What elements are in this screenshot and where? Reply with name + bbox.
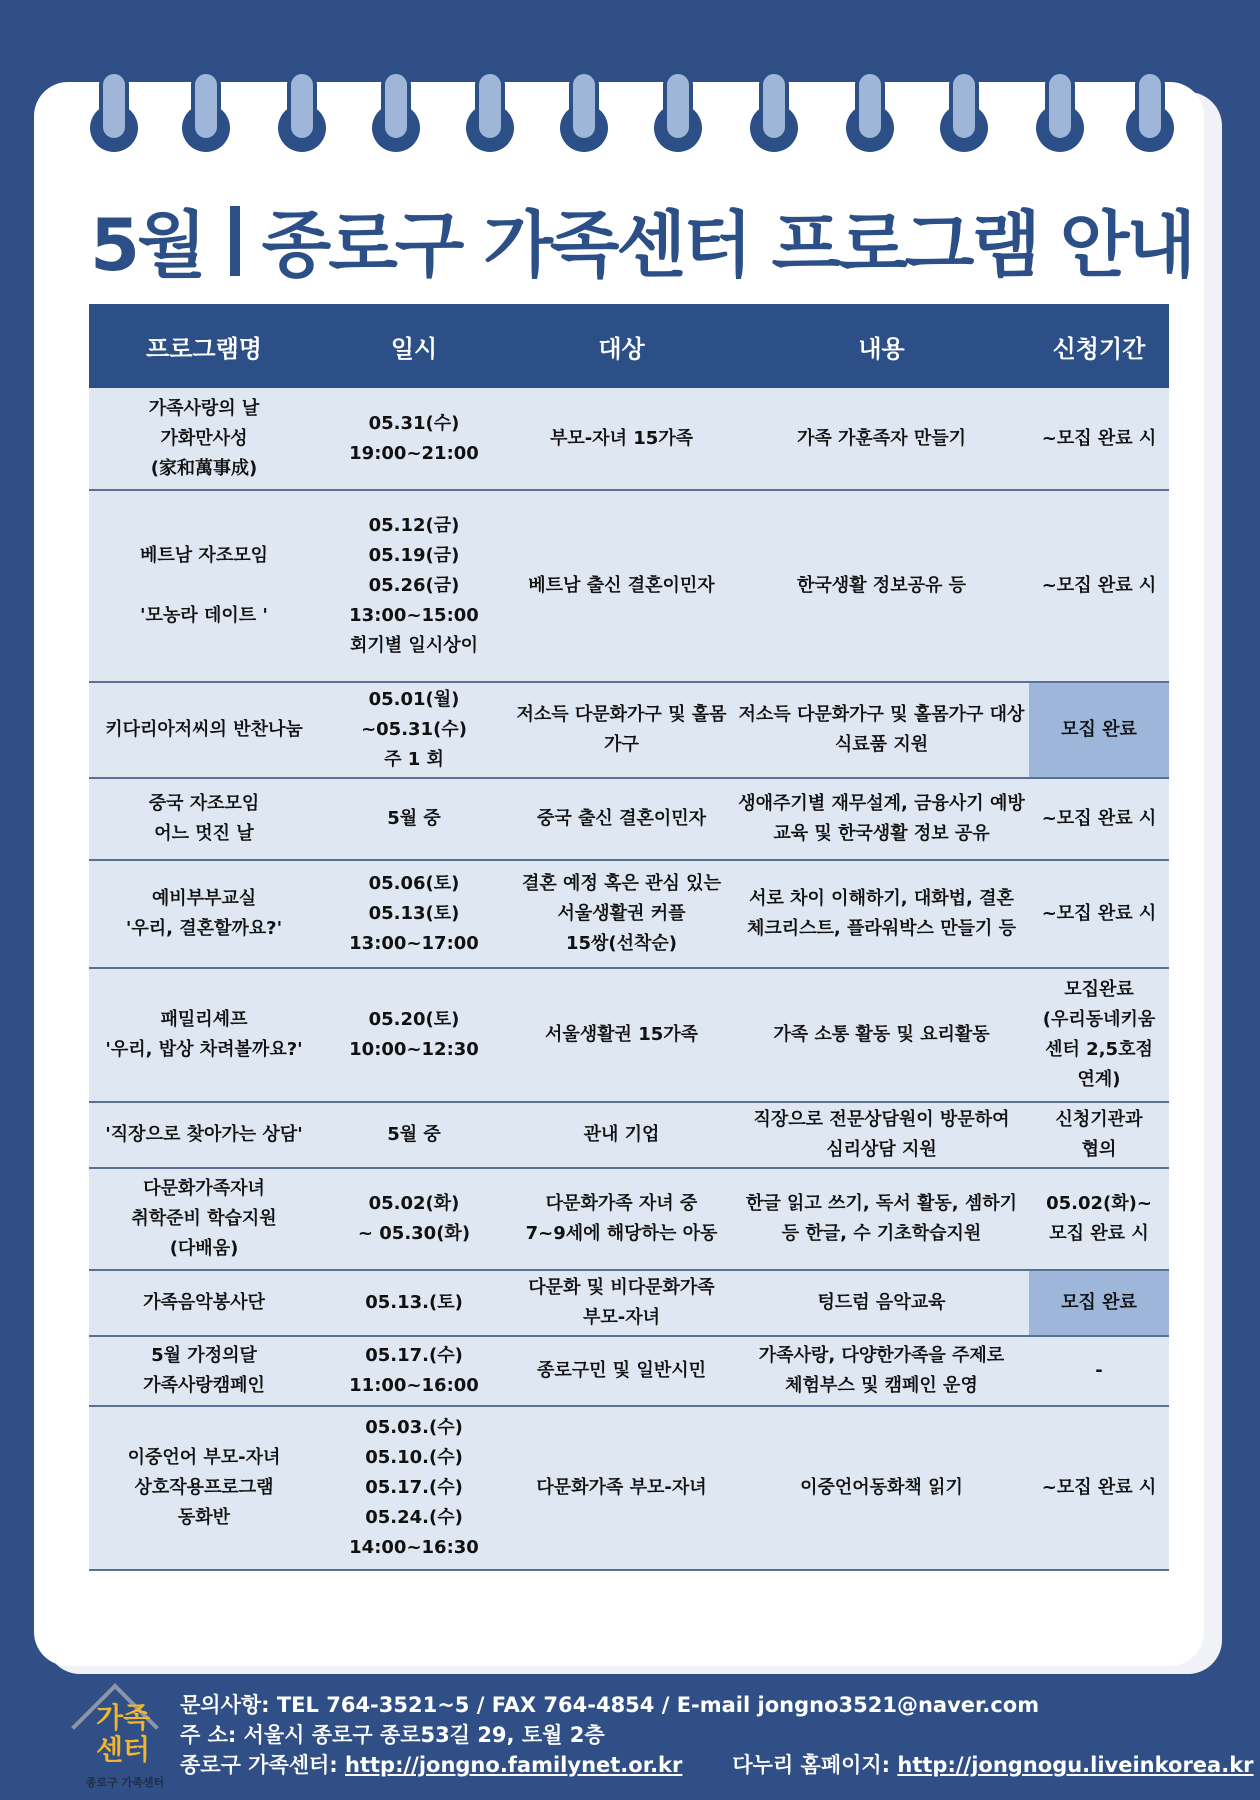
cell-date: 05.17.(수) 11:00~16:00 [319, 1336, 509, 1406]
homepage-label: 종로구 가족센터: [180, 1753, 346, 1777]
header-program-name: 프로그램명 [89, 304, 319, 388]
table-row [89, 1406, 1169, 1570]
table-row [89, 682, 1169, 778]
address-line: 주 소: 서울시 종로구 종로53길 29, 토월 2층 [180, 1723, 605, 1747]
cell-date: 05.12(금) 05.19(금) 05.26(금) 13:00~15:00 회기별 일시상이 [319, 490, 509, 682]
header-period: 신청기간 [1029, 304, 1169, 388]
logo-mark [88, 1702, 158, 1766]
table-row [89, 778, 1169, 860]
cell-period: ~모집 완료 시 [1029, 388, 1169, 490]
cell-date: 05.06(토) 05.13(토) 13:00~17:00 [319, 860, 509, 968]
title-divider [230, 206, 240, 276]
cell-target: 다문화가족 자녀 중 7~9세에 해당하는 아동 [509, 1168, 734, 1270]
cell-period: ~모집 완료 시 [1029, 860, 1169, 968]
cell-period: ~모집 완료 시 [1029, 490, 1169, 682]
spiral-ring [372, 70, 420, 152]
cell-period: 모집 완료 [1029, 1270, 1169, 1336]
cell-program-name: 가족음악봉사단 [89, 1270, 319, 1336]
table-row [89, 388, 1169, 490]
cell-program-name: 가족사랑의 날 가화만사성 (家和萬事成) [89, 388, 319, 490]
cell-date: 05.03.(수) 05.10.(수) 05.17.(수) 05.24.(수) 14:00~16:30 [319, 1406, 509, 1570]
spiral-ring [90, 70, 138, 152]
logo-text: 가족센터 [95, 1701, 151, 1766]
cell-target: 결혼 예정 혹은 관심 있는 서울생활권 커플 15쌍(선착순) [509, 860, 734, 968]
cell-target: 중국 출신 결혼이민자 [509, 778, 734, 860]
cell-date: 05.20(토) 10:00~12:30 [319, 968, 509, 1102]
ring-loop [1045, 70, 1075, 142]
danuri-link[interactable]: http://jongnogu.liveinkorea.kr [897, 1753, 1254, 1777]
contact-line: 문의사항: TEL 764-3521~5 / FAX 764-4854 / E-mail jongno3521@naver.com [180, 1693, 1040, 1717]
table-row [89, 1102, 1169, 1168]
spiral-ring [1126, 70, 1174, 152]
cell-date: 5월 중 [319, 778, 509, 860]
cell-program-name: 이중언어 부모-자녀 상호작용프로그램 동화반 [89, 1406, 319, 1570]
cell-target: 저소득 다문화가구 및 홀몸 가구 [509, 682, 734, 778]
spiral-ring [750, 70, 798, 152]
cell-content: 직장으로 전문상담원이 방문하여 심리상담 지원 [734, 1102, 1029, 1168]
spiral-ring [1036, 70, 1084, 152]
header-target: 대상 [509, 304, 734, 388]
ring-loop [569, 70, 599, 142]
ring-loop [287, 70, 317, 142]
cell-content: 이중언어동화책 읽기 [734, 1406, 1029, 1570]
cell-period: - [1029, 1336, 1169, 1406]
cell-date: 05.31(수) 19:00~21:00 [319, 388, 509, 490]
ring-loop [855, 70, 885, 142]
cell-target: 다문화가족 부모-자녀 [509, 1406, 734, 1570]
table-row [89, 1270, 1169, 1336]
spiral-ring [846, 70, 894, 152]
ring-loop [381, 70, 411, 142]
family-center-logo [76, 1682, 172, 1794]
table-row [89, 1336, 1169, 1406]
table-row [89, 860, 1169, 968]
table-row [89, 1168, 1169, 1270]
danuri-label: 다누리 홈페이지: [732, 1753, 898, 1777]
cell-program-name: '직장으로 찾아가는 상담' [89, 1102, 319, 1168]
program-table [89, 304, 1169, 1571]
homepage-line [180, 1750, 1254, 1780]
page-title [90, 190, 1194, 300]
ring-loop [1135, 70, 1165, 142]
cell-period: 모집 완료 [1029, 682, 1169, 778]
ring-loop [949, 70, 979, 142]
table-row [89, 490, 1169, 682]
ring-loop [191, 70, 221, 142]
table-header-row [89, 304, 1169, 388]
cell-date: 05.02(화) ~ 05.30(화) [319, 1168, 509, 1270]
cell-program-name: 베트남 자조모임 '모농라 데이트 ' [89, 490, 319, 682]
spiral-ring [466, 70, 514, 152]
cell-target: 다문화 및 비다문화가족 부모-자녀 [509, 1270, 734, 1336]
table-row [89, 968, 1169, 1102]
cell-period: 모집완료 (우리동네키움 센터 2,5호점 연계) [1029, 968, 1169, 1102]
cell-target: 종로구민 및 일반시민 [509, 1336, 734, 1406]
cell-content: 한국생활 정보공유 등 [734, 490, 1029, 682]
title-month: 5월 [90, 203, 204, 287]
cell-content: 가족사랑, 다양한가족을 주제로 체험부스 및 캠페인 운영 [734, 1336, 1029, 1406]
cell-program-name: 패밀리셰프 '우리, 밥상 차려볼까요?' [89, 968, 319, 1102]
cell-target: 서울생활권 15가족 [509, 968, 734, 1102]
header-content: 내용 [734, 304, 1029, 388]
cell-content: 한글 읽고 쓰기, 독서 활동, 셈하기 등 한글, 수 기초학습지원 [734, 1168, 1029, 1270]
contact-info [180, 1690, 1254, 1780]
cell-program-name: 예비부부교실 '우리, 결혼할까요?' [89, 860, 319, 968]
spiral-ring [940, 70, 988, 152]
cell-content: 가족 소통 활동 및 요리활동 [734, 968, 1029, 1102]
cell-program-name: 다문화가족자녀 취학준비 학습지원 (다배움) [89, 1168, 319, 1270]
header-date: 일시 [319, 304, 509, 388]
cell-target: 부모-자녀 15가족 [509, 388, 734, 490]
cell-content: 텅드럼 음악교육 [734, 1270, 1029, 1336]
spiral-ring [278, 70, 326, 152]
cell-target: 베트남 출신 결혼이민자 [509, 490, 734, 682]
logo-caption: 종로구 가족센터 [85, 1776, 165, 1789]
cell-program-name: 키다리아저씨의 반찬나눔 [89, 682, 319, 778]
spiral-rings [0, 0, 1260, 160]
cell-program-name: 중국 자조모임 어느 멋진 날 [89, 778, 319, 860]
spiral-ring [182, 70, 230, 152]
cell-period: ~모집 완료 시 [1029, 1406, 1169, 1570]
homepage-link[interactable]: http://jongno.familynet.or.kr [345, 1753, 683, 1777]
cell-period: 05.02(화)~ 모집 완료 시 [1029, 1168, 1169, 1270]
ring-loop [99, 70, 129, 142]
cell-content: 가족 가훈족자 만들기 [734, 388, 1029, 490]
ring-loop [759, 70, 789, 142]
cell-target: 관내 기업 [509, 1102, 734, 1168]
cell-period: ~모집 완료 시 [1029, 778, 1169, 860]
cell-content: 서로 차이 이해하기, 대화법, 결혼 체크리스트, 플라워박스 만들기 등 [734, 860, 1029, 968]
cell-date: 05.01(월) ~05.31(수) 주 1 회 [319, 682, 509, 778]
cell-content: 생애주기별 재무설계, 금융사기 예방 교육 및 한국생활 정보 공유 [734, 778, 1029, 860]
cell-period: 신청기관과 협의 [1029, 1102, 1169, 1168]
cell-date: 5월 중 [319, 1102, 509, 1168]
spiral-ring [654, 70, 702, 152]
ring-loop [475, 70, 505, 142]
spiral-ring [560, 70, 608, 152]
cell-date: 05.13.(토) [319, 1270, 509, 1336]
ring-loop [663, 70, 693, 142]
cell-program-name: 5월 가정의달 가족사랑캠페인 [89, 1336, 319, 1406]
title-text: 종로구 가족센터 프로그램 안내 [261, 203, 1194, 287]
cell-content: 저소득 다문화가구 및 홀몸가구 대상 식료품 지원 [734, 682, 1029, 778]
